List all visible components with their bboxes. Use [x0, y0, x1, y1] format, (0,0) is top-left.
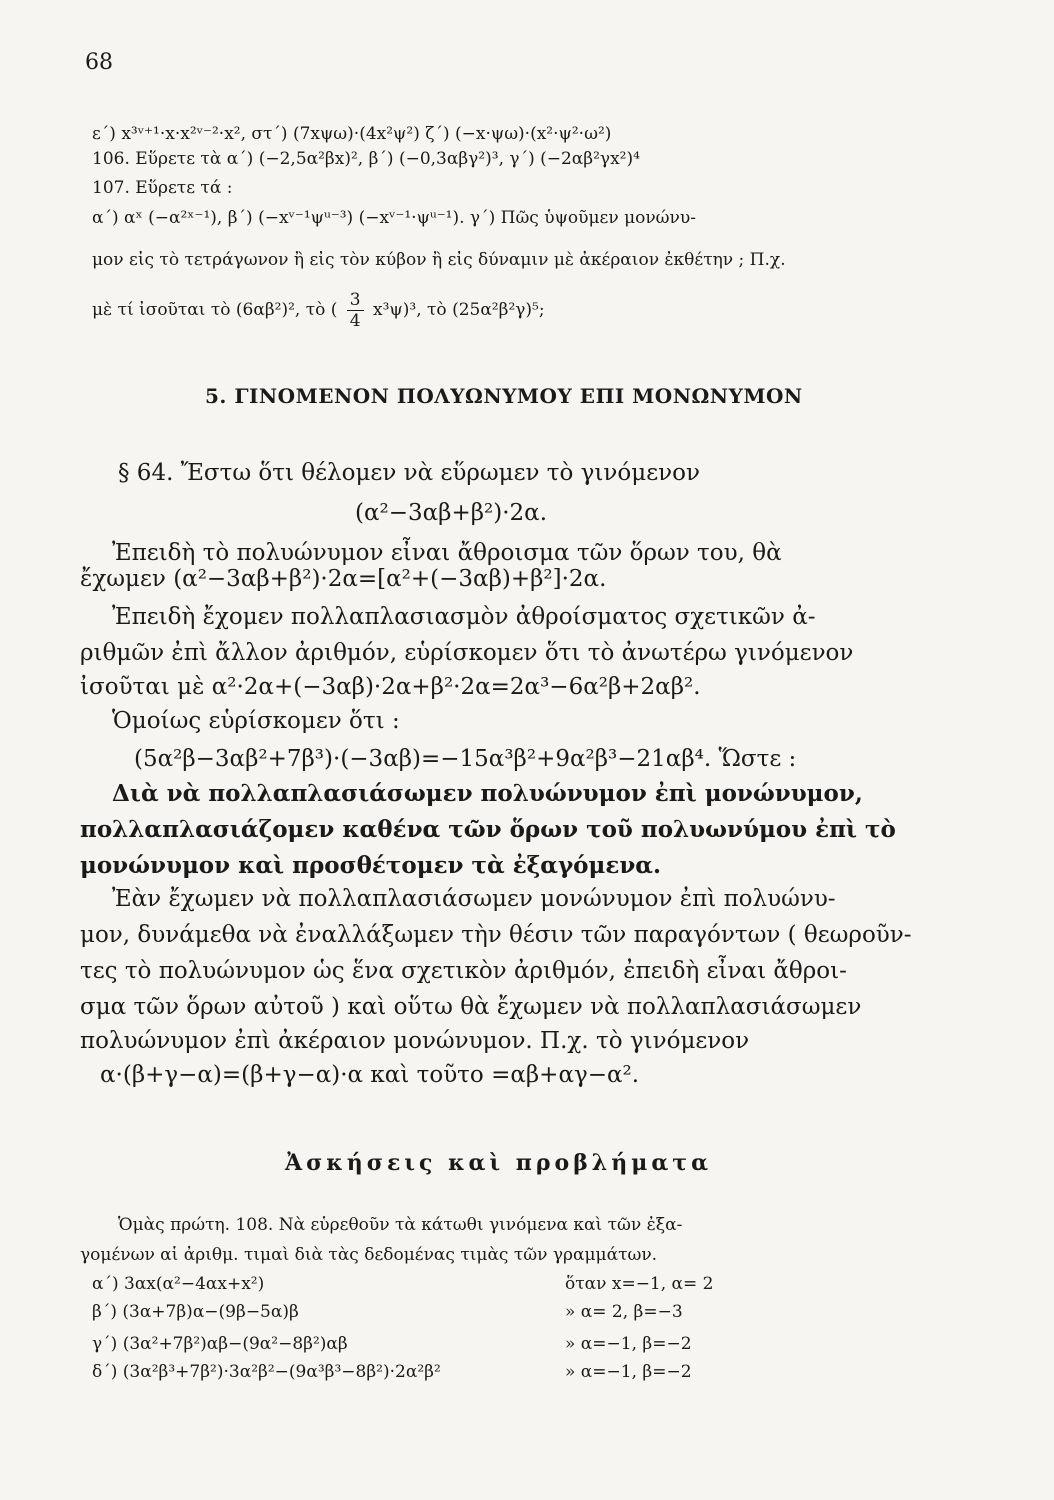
exercise-107-c-start: μὲ τί ἰσοῦται τὸ (6αβ²)², τὸ (: [92, 300, 338, 320]
exercise-item-a: α΄) 3αx(α²−4αx+x²): [92, 1274, 265, 1294]
exercise-line-e: ε΄) x³ᵛ⁺¹·x·x²ᵛ⁻²·x², στ΄) (7xψω)·(4x²ψ²) ζ΄) (−x·ψω)·(x²·ψ²·ω²): [92, 124, 612, 144]
exercise-item-d-condition: » α=−1, β=−2: [565, 1362, 692, 1382]
paragraph-line3: Ἐπειδὴ τὸ πολυώνυμον εἶναι ἄθροισμα τῶν ὅρων του, θὰ: [112, 540, 782, 566]
section-title: 5. ΓΙΝΟΜΕΝΟΝ ΠΟΛΥΩΝΥΜΟΥ ΕΠΙ ΜΟΝΩΝΥΜΟΝ: [205, 384, 803, 408]
exercise-item-d: δ΄) (3α²β³+7β²)·3α²β²−(9α³β³−8β²)·2α²β²: [92, 1362, 441, 1382]
paragraph-line5: Ἐπειδὴ ἔχομεν πολλαπλασιασμὸν ἀθροίσματος σχετικῶν ἀ-: [112, 604, 816, 630]
exercise-107-c-end: x³ψ)³, τὸ (25α²β²γ)⁵;: [373, 300, 545, 320]
paragraph-q1: Ἐὰν ἔχωμεν νὰ πολλαπλασιάσωμεν μονώνυμον ἐπὶ πολυώνυ-: [112, 886, 836, 912]
exercise-item-c: γ΄) (3α²+7β²)αβ−(9α²−8β²)αβ: [92, 1334, 348, 1354]
group-intro-line2: γομένων αἱ ἀριθμ. τιμαὶ διὰ τὰς δεδομένας τιμὰς τῶν γραμμάτων.: [80, 1245, 658, 1265]
formula-product: (α²−3αβ+β²)·2α.: [355, 500, 548, 526]
exercise-item-b-condition: » α= 2, β=−3: [565, 1302, 683, 1322]
exercise-item-c-condition: » α=−1, β=−2: [565, 1334, 692, 1354]
fraction: [347, 290, 364, 331]
exercise-107-c: [92, 290, 545, 331]
paragraph-line6: ριθμῶν ἐπὶ ἄλλον ἀριθμόν, εὑρίσκομεν ὅτι τὸ ἀνωτέρω γινόμενον: [80, 640, 854, 666]
rule-line1: Διὰ νὰ πολλαπλασιάσωμεν πολυώνυμον ἐπὶ μονώνυμον,: [112, 780, 863, 807]
paragraph-q3: τες τὸ πολυώνυμον ὡς ἕνα σχετικὸν ἀριθμόν, ἐπειδὴ εἶναι ἄθροι-: [80, 958, 847, 984]
paragraph-line7: ἰσοῦται μὲ α²·2α+(−3αβ)·2α+β²·2α=2α³−6α²β+2αβ².: [80, 674, 701, 700]
fraction-denominator: 4: [349, 311, 361, 331]
page-number: 68: [85, 50, 113, 75]
paragraph-q5: πολυώνυμον ἐπὶ ἀκέραιον μονώνυμον. Π.χ. τὸ γινόμενον: [80, 1028, 750, 1054]
fraction-numerator: 3: [347, 290, 364, 311]
formula-commutative: α·(β+γ−α)=(β+γ−α)·α καὶ τοῦτο =αβ+αγ−α².: [100, 1062, 640, 1088]
paragraph-line4: ἔχωμεν (α²−3αβ+β²)·2α=[α²+(−3αβ)+β²]·2α.: [80, 566, 607, 592]
exercise-106: 106. Εὕρετε τὰ α΄) (−2,5α²βx)², β΄) (−0,3αβγ²)³, γ΄) (−2αβ²γx²)⁴: [92, 149, 640, 169]
exercises-title: Ἀσκήσεις καὶ προβλήματα: [285, 1150, 712, 1176]
exercise-107-b: μον εἰς τὸ τετράγωνον ἢ εἰς τὸν κύβον ἢ εἰς δύναμιν μὲ ἀκέραιον ἐκθέτην ; Π.χ.: [92, 250, 786, 270]
exercise-item-a-condition: ὅταν x=−1, α= 2: [565, 1274, 714, 1294]
rule-line2: πολλαπλασιάζομεν καθένα τῶν ὅρων τοῦ πολυωνύμου ἐπὶ τὸ: [80, 816, 896, 843]
exercise-item-b: β΄) (3α+7β)α−(9β−5α)β: [92, 1302, 299, 1322]
rule-line3: μονώνυμον καὶ προσθέτομεν τὰ ἐξαγόμενα.: [80, 852, 662, 879]
exercise-107-a: α΄) αˣ (−α²ˣ⁻¹), β΄) (−xᵛ⁻¹ψᵘ⁻³) (−xᵛ⁻¹·ψᵘ⁻¹). γ΄) Πῶς ὑψοῦμεν μονώνυ-: [92, 208, 696, 228]
paragraph-line8: Ὁμοίως εὑρίσκομεν ὅτι :: [112, 708, 400, 734]
paragraph-64-line1: § 64. Ἔστω ὅτι θέλομεν νὰ εὕρωμεν τὸ γινόμενον: [118, 460, 700, 486]
formula-example: (5α²β−3αβ²+7β³)·(−3αβ)=−15α³β²+9α²β³−21αβ⁴. Ὥστε :: [134, 746, 797, 772]
paragraph-q2: μον, δυνάμεθα νὰ ἐναλλάξωμεν τὴν θέσιν τῶν παραγόντων ( θεωροῦν-: [80, 922, 912, 948]
exercise-107: 107. Εὕρετε τά :: [92, 178, 233, 198]
paragraph-q4: σμα τῶν ὅρων αὐτοῦ ) καὶ οὕτω θὰ ἔχωμεν νὰ πολλαπλασιάσωμεν: [80, 994, 862, 1020]
group-intro-line1: Ὁμὰς πρώτη. 108. Νὰ εὑρεθοῦν τὰ κάτωθι γινόμενα καὶ τῶν ἐξα-: [118, 1215, 683, 1235]
